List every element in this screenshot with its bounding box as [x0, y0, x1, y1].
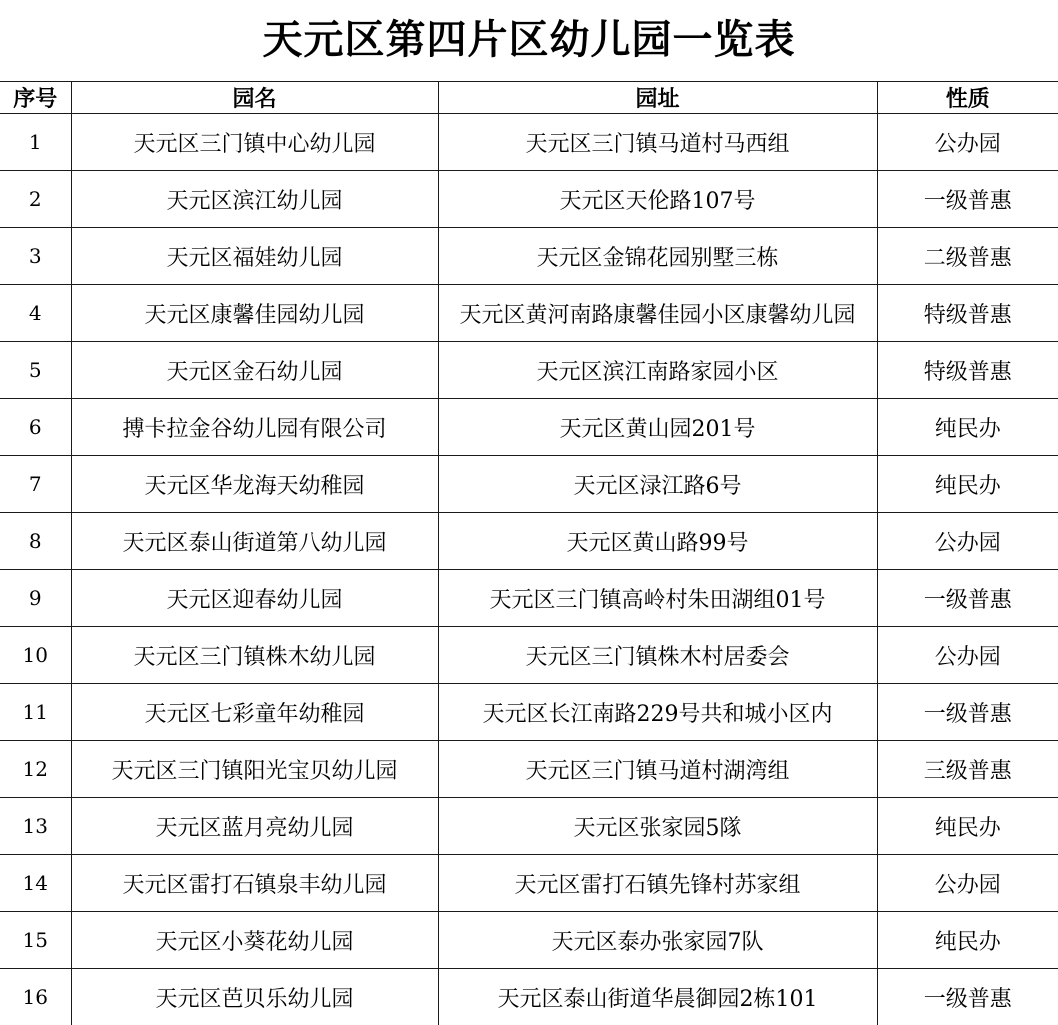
cell-type: 纯民办: [877, 456, 1058, 513]
cell-kindergarten-name: 天元区三门镇株木幼儿园: [71, 627, 438, 684]
table-row: [0, 684, 1058, 741]
cell-kindergarten-name: 天元区蓝月亮幼儿园: [71, 798, 438, 855]
cell-address: 天元区渌江路6号: [438, 456, 877, 513]
cell-kindergarten-name: 搏卡拉金谷幼儿园有限公司: [71, 399, 438, 456]
cell-address: 天元区滨江南路家园小区: [438, 342, 877, 399]
cell-address: 天元区长江南路229号共和城小区内: [438, 684, 877, 741]
cell-index: 13: [0, 798, 71, 855]
cell-address: 天元区三门镇马道村湖湾组: [438, 741, 877, 798]
table-row: [0, 798, 1058, 855]
table-row: [0, 114, 1058, 171]
cell-address: 天元区黄山园201号: [438, 399, 877, 456]
cell-kindergarten-name: 天元区三门镇中心幼儿园: [71, 114, 438, 171]
cell-type: 纯民办: [877, 912, 1058, 969]
cell-kindergarten-name: 天元区迎春幼儿园: [71, 570, 438, 627]
cell-kindergarten-name: 天元区福娃幼儿园: [71, 228, 438, 285]
cell-index: 10: [0, 627, 71, 684]
cell-type: 纯民办: [877, 798, 1058, 855]
column-header-type: 性质: [877, 82, 1058, 114]
table-body: [0, 114, 1058, 1025]
cell-kindergarten-name: 天元区雷打石镇泉丰幼儿园: [71, 855, 438, 912]
cell-kindergarten-name: 天元区华龙海天幼稚园: [71, 456, 438, 513]
cell-type: 一级普惠: [877, 969, 1058, 1025]
cell-type: 公办园: [877, 627, 1058, 684]
cell-index: 16: [0, 969, 71, 1025]
cell-type: 公办园: [877, 513, 1058, 570]
cell-index: 15: [0, 912, 71, 969]
cell-address: 天元区泰办张家园7队: [438, 912, 877, 969]
cell-address: 天元区三门镇株木村居委会: [438, 627, 877, 684]
cell-address: 天元区三门镇马道村马西组: [438, 114, 877, 171]
table-row: [0, 171, 1058, 228]
cell-type: 一级普惠: [877, 171, 1058, 228]
cell-kindergarten-name: 天元区金石幼儿园: [71, 342, 438, 399]
cell-type: 公办园: [877, 114, 1058, 171]
cell-address: 天元区黄山路99号: [438, 513, 877, 570]
cell-address: 天元区黄河南路康馨佳园小区康馨幼儿园: [438, 285, 877, 342]
cell-kindergarten-name: 天元区康馨佳园幼儿园: [71, 285, 438, 342]
cell-address: 天元区张家园5隊: [438, 798, 877, 855]
cell-address: 天元区雷打石镇先锋村苏家组: [438, 855, 877, 912]
cell-index: 1: [0, 114, 71, 171]
cell-index: 9: [0, 570, 71, 627]
table-row: [0, 855, 1058, 912]
column-header-address: 园址: [438, 82, 877, 114]
cell-index: 14: [0, 855, 71, 912]
table-row: [0, 513, 1058, 570]
cell-index: 12: [0, 741, 71, 798]
cell-kindergarten-name: 天元区小葵花幼儿园: [71, 912, 438, 969]
page-title: 天元区第四片区幼儿园一览表: [0, 0, 1058, 80]
cell-index: 6: [0, 399, 71, 456]
table-row: [0, 456, 1058, 513]
table-row: [0, 342, 1058, 399]
cell-address: 天元区天伦路107号: [438, 171, 877, 228]
cell-type: 纯民办: [877, 399, 1058, 456]
cell-kindergarten-name: 天元区七彩童年幼稚园: [71, 684, 438, 741]
cell-index: 8: [0, 513, 71, 570]
cell-index: 2: [0, 171, 71, 228]
column-header-index: 序号: [0, 82, 71, 114]
cell-type: 三级普惠: [877, 741, 1058, 798]
table-row: [0, 285, 1058, 342]
column-header-name: 园名: [71, 82, 438, 114]
table-row: [0, 912, 1058, 969]
cell-kindergarten-name: 天元区滨江幼儿园: [71, 171, 438, 228]
cell-type: 二级普惠: [877, 228, 1058, 285]
cell-kindergarten-name: 天元区芭贝乐幼儿园: [71, 969, 438, 1025]
table-row: [0, 741, 1058, 798]
cell-address: 天元区三门镇高岭村朱田湖组01号: [438, 570, 877, 627]
cell-index: 4: [0, 285, 71, 342]
table-row: [0, 627, 1058, 684]
kindergarten-table: [0, 81, 1058, 1025]
table-row: [0, 228, 1058, 285]
cell-index: 7: [0, 456, 71, 513]
table-row: [0, 399, 1058, 456]
cell-type: 公办园: [877, 855, 1058, 912]
cell-index: 3: [0, 228, 71, 285]
cell-type: 特级普惠: [877, 342, 1058, 399]
cell-address: 天元区泰山街道华晨御园2栋101: [438, 969, 877, 1025]
cell-type: 特级普惠: [877, 285, 1058, 342]
cell-type: 一级普惠: [877, 570, 1058, 627]
table-header-row: [0, 82, 1058, 114]
cell-kindergarten-name: 天元区三门镇阳光宝贝幼儿园: [71, 741, 438, 798]
cell-type: 一级普惠: [877, 684, 1058, 741]
table-row: [0, 969, 1058, 1025]
cell-index: 5: [0, 342, 71, 399]
table-row: [0, 570, 1058, 627]
cell-kindergarten-name: 天元区泰山街道第八幼儿园: [71, 513, 438, 570]
cell-index: 11: [0, 684, 71, 741]
cell-address: 天元区金锦花园别墅三栋: [438, 228, 877, 285]
